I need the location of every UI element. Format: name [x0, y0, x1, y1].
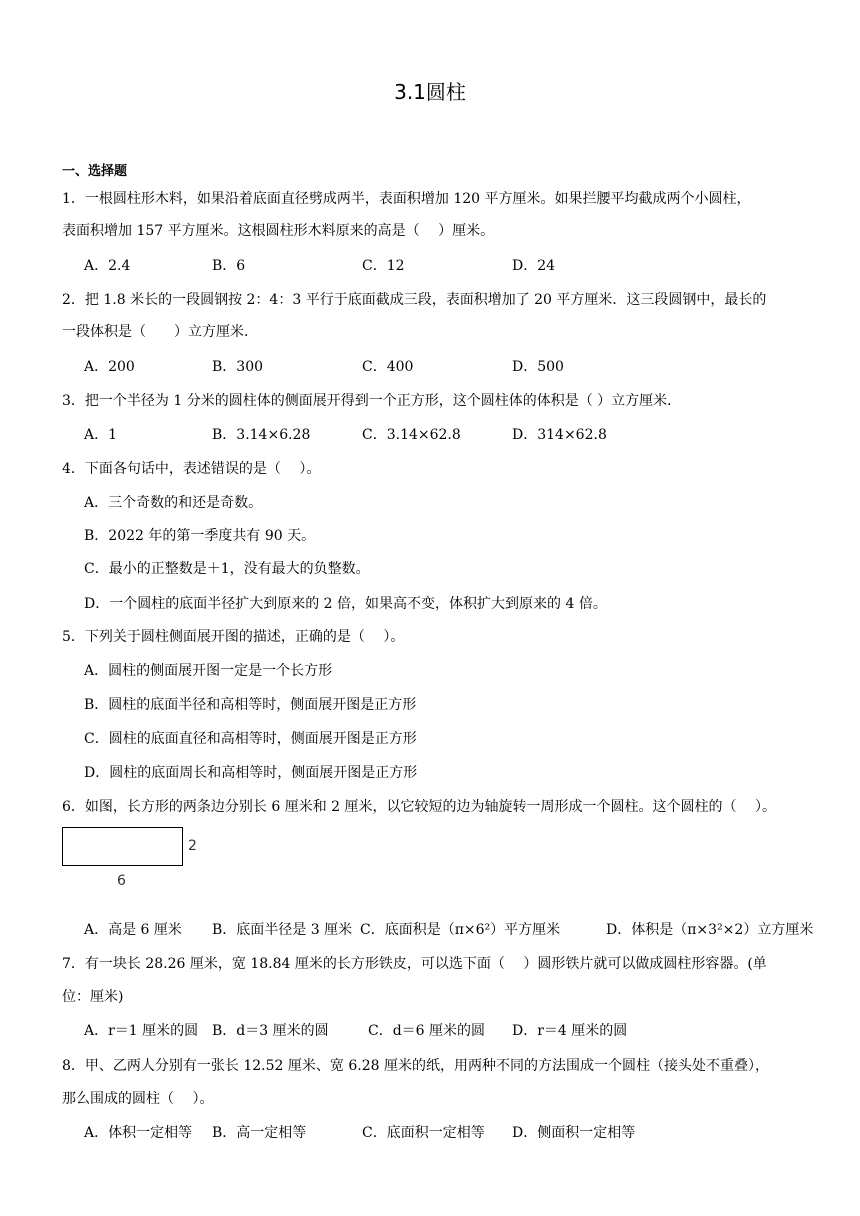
question-3-option-c: C．3.14×62.8	[362, 427, 461, 443]
question-8-option-b: B．高一定相等	[212, 1125, 307, 1141]
rectangle-figure	[62, 827, 183, 866]
question-7-option-a: A．r＝1 厘米的圆	[84, 1023, 199, 1039]
question-5-option-d: D．圆柱的底面周长和高相等时，侧面展开图是正方形	[84, 765, 418, 781]
question-4-option-c: C．最小的正整数是＋1，没有最大的负整数。	[84, 561, 370, 577]
question-8-option-c: C．底面积一定相等	[362, 1125, 485, 1141]
figure-side-label: 2	[188, 838, 197, 854]
question-8-line-2: 那么围成的圆柱（ ）。	[62, 1091, 214, 1107]
question-2-line-2: 一段体积是（ ）立方厘米．	[62, 324, 258, 340]
question-7-option-b: B．d＝3 厘米的圆	[212, 1023, 329, 1039]
question-2-option-d: D．500	[512, 359, 564, 375]
question-5-option-c: C．圆柱的底面直径和高相等时，侧面展开图是正方形	[84, 731, 417, 747]
question-3-option-d: D．314×62.8	[512, 427, 607, 443]
question-2-option-c: C．400	[362, 359, 414, 375]
question-8-option-d: D．侧面积一定相等	[512, 1125, 636, 1141]
question-6-option-b: B．底面半径是 3 厘米	[212, 922, 353, 938]
question-2-option-a: A．200	[84, 359, 135, 375]
question-6-option-a: A．高是 6 厘米	[84, 922, 182, 938]
question-6-option-d: D．体积是（π×3²×2）立方厘米	[606, 922, 814, 938]
question-7-line-2: 位：厘米)	[62, 989, 124, 1005]
question-6-option-c: C．底面积是（π×6²）平方厘米	[360, 922, 561, 938]
question-4-option-d: D．一个圆柱的底面半径扩大到原来的 2 倍，如果高不变，体积扩大到原来的 4 倍。	[84, 596, 607, 612]
question-4-line-1: 4．下面各句话中，表述错误的是（ ）。	[62, 461, 321, 477]
question-1-line-1: 1．一根圆柱形木料，如果沿着底面直径劈成两半，表面积增加 120 平方厘米。如果拦腰平均截成两个小圆柱，	[62, 191, 751, 207]
question-1-option-a: A．2.4	[84, 258, 131, 274]
question-2-option-b: B．300	[212, 359, 264, 375]
question-1-option-c: C．12	[362, 258, 405, 274]
question-2-line-1: 2．把 1.8 米长的一段圆钢按 2：4：3 平行于底面截成三段，表面积增加了 20 平方厘米．这三段圆钢中，最长的	[62, 292, 767, 308]
question-5-option-a: A．圆柱的侧面展开图一定是一个长方形	[84, 663, 333, 679]
question-7-option-d: D．r＝4 厘米的圆	[512, 1023, 628, 1039]
question-6-line-1: 6．如图，长方形的两条边分别长 6 厘米和 2 厘米，以它较短的边为轴旋转一周形成一个圆柱。这个圆柱的（ ）。	[62, 799, 776, 815]
question-3-option-a: A．1	[84, 427, 118, 443]
question-7-line-1: 7．有一块长 28.26 厘米，宽 18.84 厘米的长方形铁皮，可以选下面（ ）圆形铁片就可以做成圆柱形容器。(单	[62, 956, 767, 972]
question-7-option-c: C．d＝6 厘米的圆	[368, 1023, 486, 1039]
figure-bottom-label: 6	[117, 873, 126, 889]
question-4-option-a: A．三个奇数的和还是奇数。	[84, 495, 263, 511]
question-3-option-b: B．3.14×6.28	[212, 427, 311, 443]
question-4-option-b: B．2022 年的第一季度共有 90 天。	[84, 528, 316, 544]
question-3-line-1: 3．把一个半径为 1 分米的圆柱体的侧面展开得到一个正方形，这个圆柱体的体积是（ ）立方厘米．	[62, 393, 682, 409]
question-1-line-2: 表面积增加 157 平方厘米。这根圆柱形木料原来的高是（ ）厘米。	[62, 223, 495, 239]
question-8-option-a: A．体积一定相等	[84, 1125, 193, 1141]
page-title: 3.1圆柱	[394, 80, 466, 104]
question-1-option-b: B．6	[212, 258, 246, 274]
question-5-line-1: 5．下列关于圆柱侧面展开图的描述，正确的是（ ）。	[62, 629, 405, 645]
section-heading: 一、选择题	[62, 164, 128, 179]
question-1-option-d: D．24	[512, 258, 556, 274]
question-8-line-1: 8．甲、乙两人分别有一张长 12.52 厘米、宽 6.28 厘米的纸，用两种不同的方法围成一个圆柱（接头处不重叠），	[62, 1058, 769, 1074]
question-5-option-b: B．圆柱的底面半径和高相等时，侧面展开图是正方形	[84, 697, 417, 713]
